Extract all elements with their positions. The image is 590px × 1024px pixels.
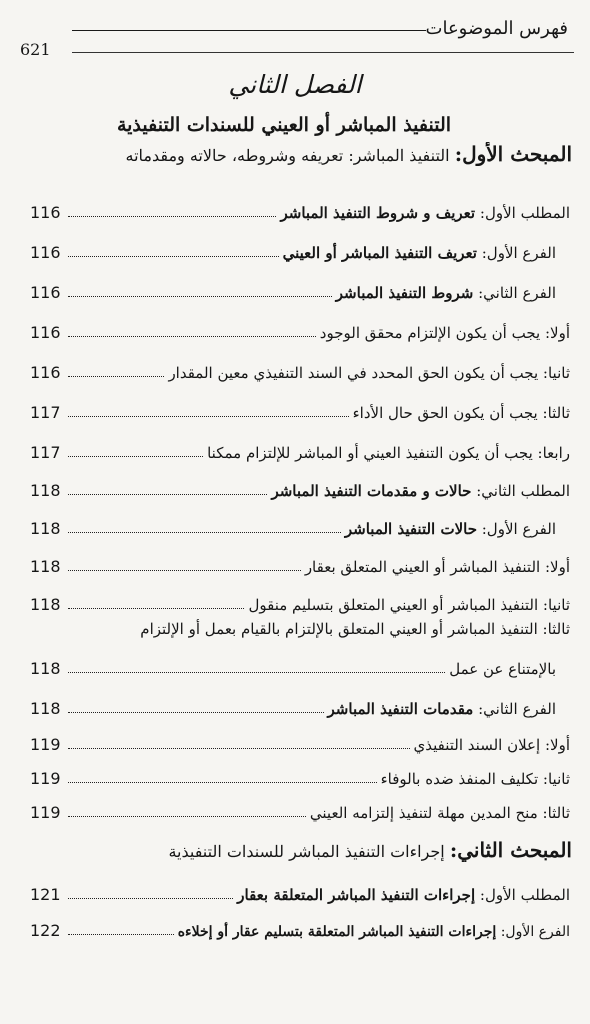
toc-page-number: 119 <box>30 735 61 754</box>
toc-entry-text: رابعا: يجب أن يكون التنفيذ العيني أو المباشر للإلتزام ممكنا <box>207 444 570 462</box>
toc-entry-text: الفرع الأول: إجراءات التنفيذ المباشر المتعلقة بتسليم عقار أو إخلاءه <box>177 924 570 940</box>
toc-leader <box>68 532 341 533</box>
toc-entry[interactable] <box>30 588 570 614</box>
section-text: التنفيذ المباشر: تعريفه وشروطه، حالاته ومقدماته <box>125 146 450 165</box>
toc-entry-text: المطلب الأول: تعريف و شروط التنفيذ المباشر <box>280 204 570 222</box>
toc-entry-text: التنفيذ المباشر أو العيني المتعلق بالإلتزام بالقيام بعمل أو الإلتزام <box>140 620 538 638</box>
toc-page-number: 122 <box>30 921 61 940</box>
toc-entry-prefix: ثالثا: <box>542 620 570 638</box>
toc-page-number: 118 <box>30 699 61 718</box>
toc-entry-text: أولا: التنفيذ المباشر أو العيني المتعلق بعقار <box>304 558 570 576</box>
section-heading-2 <box>24 838 572 862</box>
toc-entry[interactable] <box>30 878 570 904</box>
toc-entry-text: ثالثا: يجب أن يكون الحق حال الأداء <box>352 404 570 422</box>
toc-leader <box>68 456 203 457</box>
toc-leader <box>68 898 233 899</box>
toc-entry[interactable] <box>30 550 570 576</box>
toc-page-number: 121 <box>30 885 61 904</box>
toc-page-number: 118 <box>30 595 61 614</box>
toc-entry-text: المطلب الأول: إجراءات التنفيذ المباشر المتعلقة بعقار <box>237 886 570 904</box>
toc-entry[interactable] <box>30 652 570 678</box>
toc-entry[interactable] <box>30 236 556 262</box>
toc-leader <box>68 816 306 817</box>
toc-page-number: 116 <box>30 243 61 262</box>
toc-page-number: 116 <box>30 283 61 302</box>
toc-entry[interactable] <box>30 796 570 822</box>
toc-leader <box>68 494 267 495</box>
toc-page-number: 118 <box>30 659 61 678</box>
toc-entry[interactable] <box>30 396 570 422</box>
toc-page-number: 116 <box>30 323 61 342</box>
toc-leader <box>68 296 332 297</box>
toc-page-number: 118 <box>30 557 61 576</box>
toc-page-number: 118 <box>30 519 61 538</box>
section-label: المبحث الثاني: <box>449 838 572 862</box>
chapter-title: التنفيذ المباشر أو العيني للسندات التنفيذية <box>116 114 452 136</box>
toc-entry-text: أولا: يجب أن يكون الإلتزام محقق الوجود <box>319 324 570 342</box>
toc-entry[interactable] <box>30 692 556 718</box>
toc-entry-text: الفرع الأول: تعريف التنفيذ المباشر أو العيني <box>282 244 556 262</box>
toc-entry-text: ثانيا: يجب أن يكون الحق المحدد في السند التنفيذي معين المقدار <box>168 364 570 382</box>
toc-entry-text: ثانيا: تكليف المنفذ ضده بالوفاء <box>380 770 570 788</box>
section-text: إجراءات التنفيذ المباشر للسندات التنفيذية <box>168 842 445 861</box>
toc-entry-text: الفرع الأول: حالات التنفيذ المباشر <box>344 520 556 538</box>
header-rule-lower <box>72 52 574 53</box>
toc-leader <box>68 376 164 377</box>
header-rule <box>72 30 426 31</box>
toc-page-number: 117 <box>30 403 61 422</box>
toc-page-number: 119 <box>30 769 61 788</box>
toc-entry-text: المطلب الثاني: حالات و مقدمات التنفيذ المباشر <box>271 482 570 500</box>
toc-entry[interactable] <box>30 728 570 754</box>
toc-leader <box>68 216 276 217</box>
chapter-heading: الفصل الثاني <box>228 70 362 99</box>
toc-leader <box>68 672 445 673</box>
running-header-title: فهرس الموضوعات <box>425 18 568 39</box>
toc-entry[interactable] <box>30 316 570 342</box>
toc-entry[interactable] <box>30 276 556 302</box>
toc-entry-text: الفرع الثاني: شروط التنفيذ المباشر <box>335 284 556 302</box>
toc-entry-text: ثانيا: التنفيذ المباشر أو العيني المتعلق بتسليم منقول <box>248 596 570 614</box>
section-heading-1 <box>24 142 572 166</box>
toc-leader <box>68 608 244 609</box>
toc-entry[interactable] <box>30 196 570 222</box>
toc-page-number: 116 <box>30 363 61 382</box>
toc-entry-text: ثالثا: منح المدين مهلة لتنفيذ إلتزامه العيني <box>309 804 570 822</box>
toc-page-number: 119 <box>30 803 61 822</box>
toc-leader <box>68 336 316 337</box>
toc-entry[interactable] <box>30 356 570 382</box>
toc-entry-text: أولا: إعلان السند التنفيذي <box>413 736 570 754</box>
toc-entry-line1[interactable] <box>30 620 570 638</box>
toc-page-number: 116 <box>30 203 61 222</box>
toc-entry[interactable] <box>30 762 570 788</box>
toc-leader <box>68 748 410 749</box>
toc-page-number: 118 <box>30 481 61 500</box>
toc-leader <box>68 712 324 713</box>
toc-entry[interactable] <box>30 512 556 538</box>
toc-entry-text: بالإمتناع عن عمل <box>449 660 556 678</box>
toc-page-number: 117 <box>30 443 61 462</box>
toc-entry-text: الفرع الثاني: مقدمات التنفيذ المباشر <box>327 700 556 718</box>
toc-entry[interactable] <box>30 436 570 462</box>
toc-leader <box>68 416 349 417</box>
section-label: المبحث الأول: <box>454 142 572 166</box>
page-number: 621 <box>20 40 51 59</box>
toc-entry[interactable] <box>30 914 570 940</box>
toc-leader <box>68 256 279 257</box>
toc-leader <box>68 570 301 571</box>
page-header <box>20 12 574 59</box>
toc-entry[interactable] <box>30 474 570 500</box>
toc-leader <box>68 782 377 783</box>
toc-leader <box>68 934 174 935</box>
